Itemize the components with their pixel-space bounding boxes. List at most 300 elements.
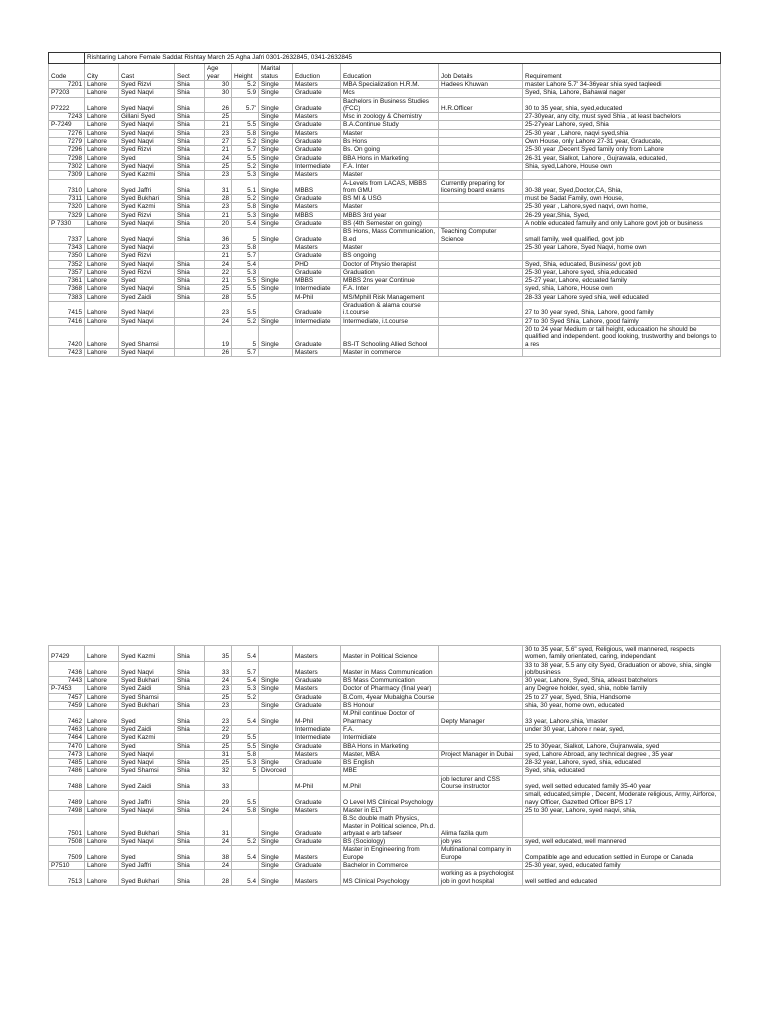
table-row — [49, 121, 721, 129]
table-cell: Masters — [293, 113, 341, 121]
table-cell: 22 — [205, 725, 232, 733]
table-cell: BS (4th Semester on going) — [341, 220, 439, 228]
table-cell: Single — [259, 220, 293, 228]
table-cell: Syed Naqvi — [119, 129, 175, 137]
table-row — [49, 767, 721, 775]
table-cell: 30 — [205, 89, 232, 97]
table-cell: M.Phil — [341, 775, 439, 791]
table-cell: 5.5 — [232, 154, 259, 162]
table-row — [49, 195, 721, 203]
table-cell — [259, 661, 293, 677]
table-cell: B.A.Continue Study — [341, 121, 439, 129]
table-cell: 7350 — [49, 252, 85, 260]
table-cell: Shia — [175, 791, 205, 807]
table-cell: 31 — [205, 179, 232, 195]
table-cell: Graduate — [293, 121, 341, 129]
sheet-title-row — [49, 53, 721, 64]
table-cell: Single — [259, 154, 293, 162]
table-cell: 5.4 — [232, 677, 259, 685]
table-cell: Single — [259, 846, 293, 862]
table-cell: 24 — [205, 838, 232, 846]
table-cell: Single — [259, 277, 293, 285]
table-cell: Masters — [293, 129, 341, 137]
table-cell: 25-30 year ,Decent Syed family only from Lahore — [523, 146, 721, 154]
table-row — [49, 750, 721, 758]
table-cell: P7429 — [49, 646, 85, 662]
table-cell: Syed Naqvi — [119, 348, 175, 356]
table-cell: Single — [259, 121, 293, 129]
table-cell: Syed — [119, 277, 175, 285]
table-cell: Graduate — [293, 677, 341, 685]
header-city: City — [85, 64, 119, 81]
table-cell: Shia — [175, 129, 205, 137]
table-cell: 5.8 — [232, 750, 259, 758]
table-cell: Syed Naqvi — [119, 759, 175, 767]
table-cell: Graduate — [293, 268, 341, 276]
table-cell: syed, Lahore Abroad, any technical degree , 35 year — [523, 750, 721, 758]
table-cell: 28 — [205, 293, 232, 301]
table-cell: 7357 — [49, 268, 85, 276]
table-cell: 5.4 — [232, 646, 259, 662]
table-cell: 33 — [205, 661, 232, 677]
table-row — [49, 146, 721, 154]
table-cell: B.Com, 4year Mubalgha Course — [341, 693, 439, 701]
table-cell: O Level MS Clinical Psychology — [341, 791, 439, 807]
table-cell: 22 — [205, 268, 232, 276]
header-row — [49, 64, 721, 81]
table-cell — [259, 268, 293, 276]
table-cell: 19 — [205, 325, 232, 348]
table-cell: 7473 — [49, 750, 85, 758]
table-cell: 7420 — [49, 325, 85, 348]
table-cell — [439, 277, 523, 285]
table-cell: 7470 — [49, 742, 85, 750]
table-cell: Lahore — [85, 154, 119, 162]
table-cell: 33 to 38 year, 5.5 any city Syed, Graduation or above, shia, single job/business — [523, 661, 721, 677]
table-cell: 5.7 — [232, 348, 259, 356]
table-cell — [259, 750, 293, 758]
table-cell: 33 — [205, 775, 232, 791]
table-cell: Own House, only Lahore 27-31 year, Graducate, — [523, 138, 721, 146]
table-cell: Single — [259, 702, 293, 710]
table-cell: BS Hons, Mass Communication, B.ed — [341, 228, 439, 244]
table-row — [49, 260, 721, 268]
table-cell — [439, 220, 523, 228]
table-cell: Lahore — [85, 693, 119, 701]
table-cell — [523, 815, 721, 838]
table-cell: 7320 — [49, 203, 85, 211]
table-cell: Shia — [175, 260, 205, 268]
table-cell — [439, 268, 523, 276]
table-row — [49, 81, 721, 89]
table-cell: F.A. — [341, 725, 439, 733]
table-cell: Graduate — [293, 302, 341, 318]
table-cell: 27 to 30 Syed Shia, Lahore, good faimly — [523, 317, 721, 325]
table-cell: Single — [259, 179, 293, 195]
table-cell: 23 — [205, 243, 232, 251]
table-cell: Shia — [175, 661, 205, 677]
table-cell: 21 — [205, 277, 232, 285]
table-cell: P 7330 — [49, 220, 85, 228]
table-cell: Masters — [293, 661, 341, 677]
table-cell: Graduate — [293, 195, 341, 203]
rishta-table-1 — [48, 52, 721, 357]
table-cell — [439, 203, 523, 211]
table-cell: Syed — [119, 710, 175, 726]
table-cell: Master — [341, 171, 439, 179]
table-cell: Syed Kazmi — [119, 646, 175, 662]
table-cell: 5.2 — [232, 81, 259, 89]
table-row — [49, 243, 721, 251]
table-cell: 7329 — [49, 211, 85, 219]
table-cell: 24 — [205, 806, 232, 814]
table-cell: P-7453 — [49, 685, 85, 693]
table-row — [49, 302, 721, 318]
table-cell — [439, 138, 523, 146]
table-row — [49, 317, 721, 325]
table-cell — [439, 862, 523, 870]
table-row — [49, 734, 721, 742]
table-cell: Lahore — [85, 113, 119, 121]
table-cell: well settled and educated — [523, 870, 721, 886]
sheet-title: Rishtaring Lahore Female Saddat Rishtay March 25 Agha Jafri 0301-2632845, 0341-2632845 — [85, 53, 721, 64]
table-cell: Syed Zaidi — [119, 775, 175, 791]
table-cell: Lahore — [85, 195, 119, 203]
table-cell: 7302 — [49, 162, 85, 170]
table-cell: Single — [259, 97, 293, 113]
table-cell: Shia — [175, 710, 205, 726]
table-cell: 7361 — [49, 277, 85, 285]
table-row — [49, 838, 721, 846]
table-cell: 24 — [205, 862, 232, 870]
table-cell: Single — [259, 81, 293, 89]
table-cell: Graduate — [293, 325, 341, 348]
table-cell — [293, 767, 341, 775]
table-cell: Shia — [175, 846, 205, 862]
table-cell: Lahore — [85, 179, 119, 195]
table-cell: Multinational company in Europe — [439, 846, 523, 862]
table-cell — [439, 348, 523, 356]
table-cell: Shia — [175, 742, 205, 750]
table-cell: Syed Naqvi — [119, 302, 175, 318]
table-cell: Syed Zaidi — [119, 293, 175, 301]
table-cell: Lahore — [85, 767, 119, 775]
table-cell: Lahore — [85, 348, 119, 356]
table-cell: Single — [259, 710, 293, 726]
table-cell — [439, 325, 523, 348]
table-cell: Teaching Computer Science — [439, 228, 523, 244]
table-cell: 7501 — [49, 815, 85, 838]
table-cell — [259, 252, 293, 260]
table-cell: Shia — [175, 646, 205, 662]
table-cell: Graduate — [293, 154, 341, 162]
table-cell: MBBS — [293, 179, 341, 195]
table-cell: 27 — [205, 138, 232, 146]
table-cell: Lahore — [85, 775, 119, 791]
table-cell: 21 — [205, 121, 232, 129]
table-cell: 5.7 — [232, 146, 259, 154]
table-cell: Graduate — [293, 702, 341, 710]
table-cell: 25 — [205, 693, 232, 701]
table-cell: 5.2 — [232, 195, 259, 203]
table-cell: 28 — [205, 870, 232, 886]
table-cell: Syed Rizvi — [119, 211, 175, 219]
table-row — [49, 293, 721, 301]
table-row — [49, 348, 721, 356]
table-cell: Single — [259, 742, 293, 750]
table-cell: Shia, syed,Lahore, House own — [523, 162, 721, 170]
table-cell: Single — [259, 89, 293, 97]
table-cell: 7488 — [49, 775, 85, 791]
table-cell: Single — [259, 838, 293, 846]
table-cell: Syed Rizvi — [119, 268, 175, 276]
table-cell: Lahore — [85, 677, 119, 685]
table-cell: Syed Naqvi — [119, 89, 175, 97]
table-cell: Shia — [175, 154, 205, 162]
table-cell: Syed Naqvi — [119, 162, 175, 170]
table-cell: Syed Bukhari — [119, 870, 175, 886]
table-cell — [259, 302, 293, 318]
table-cell: syed, shia, Lahore, House own — [523, 285, 721, 293]
table-cell: 7368 — [49, 285, 85, 293]
table-cell: 25-27year Lahore, syed, Shia — [523, 121, 721, 129]
table-cell: Syed Naqvi — [119, 806, 175, 814]
table-cell: 25 to 30 year, Lahore, syed naqvi, shia, — [523, 806, 721, 814]
table-cell: Syed, shia, educated — [523, 767, 721, 775]
table-cell — [175, 302, 205, 318]
table-cell: Hadees Khuwan — [439, 81, 523, 89]
table-cell: 30 to 35 year, 5.6" syed, Religious, well mannered, respects women, family orientated, caring, independant — [523, 646, 721, 662]
table-cell: Shia — [175, 759, 205, 767]
table-cell: Masters — [293, 81, 341, 89]
table-cell: Shia — [175, 870, 205, 886]
table-cell: Graduate — [293, 228, 341, 244]
table-cell: Single — [259, 325, 293, 348]
table-cell: Master in ELT — [341, 806, 439, 814]
table-cell: 30 to 35 year, shia, syed,educated — [523, 97, 721, 113]
table-cell: Syed Naqvi — [119, 121, 175, 129]
table-cell: 5.7 — [232, 661, 259, 677]
table-cell: Bachelor in Commerce — [341, 862, 439, 870]
table-cell: 5.7 — [232, 252, 259, 260]
table-cell: Lahore — [85, 252, 119, 260]
table-cell: 21 — [205, 252, 232, 260]
table-cell: Syed Jaffri — [119, 791, 175, 807]
table-cell: BS ongoing — [341, 252, 439, 260]
table-cell: Shia — [175, 179, 205, 195]
table-cell — [439, 791, 523, 807]
table-cell: BS (Sociology) — [341, 838, 439, 846]
table-cell: Syed Bukhari — [119, 677, 175, 685]
table-cell: 5.5 — [232, 277, 259, 285]
table-cell: Shia — [175, 121, 205, 129]
table-cell — [259, 293, 293, 301]
table-cell: Lahore — [85, 162, 119, 170]
table-cell: Lahore — [85, 806, 119, 814]
table-cell: Lahore — [85, 846, 119, 862]
table-cell: 7343 — [49, 243, 85, 251]
table-cell: MBBS — [293, 277, 341, 285]
table-cell: Shia — [175, 220, 205, 228]
table-cell: 5.3 — [232, 171, 259, 179]
table-cell: 25 — [205, 285, 232, 293]
header-height: Height — [232, 64, 259, 81]
table-cell: Bs Hons — [341, 138, 439, 146]
table-cell: F.A. Inter — [341, 162, 439, 170]
table-cell: BS-IT Schooling Allied School — [341, 325, 439, 348]
table-row — [49, 815, 721, 838]
table-cell — [439, 742, 523, 750]
table-cell: 7416 — [49, 317, 85, 325]
table-cell: Shia — [175, 81, 205, 89]
table-cell: 32 — [205, 767, 232, 775]
table-cell: 5.9 — [232, 89, 259, 97]
table-cell: 31 — [205, 750, 232, 758]
table-cell: MBE — [341, 767, 439, 775]
table-cell: Shia — [175, 775, 205, 791]
table-cell: shia, 30 year, home own, educated — [523, 702, 721, 710]
table-cell — [439, 252, 523, 260]
table-cell: Single — [259, 870, 293, 886]
table-cell: 5.4 — [232, 846, 259, 862]
table-row — [49, 677, 721, 685]
header-job: Job Details — [439, 64, 523, 81]
table-cell: Masters — [293, 171, 341, 179]
table-cell: 7485 — [49, 759, 85, 767]
table-cell: Masters — [293, 243, 341, 251]
table-cell: Shia — [175, 228, 205, 244]
table-row — [49, 685, 721, 693]
table-cell: MBBS 3rd year — [341, 211, 439, 219]
table-cell: M-Phil — [293, 293, 341, 301]
table-cell: Intermediate — [293, 162, 341, 170]
lower-sheet — [48, 645, 720, 886]
header-code: Code — [49, 64, 85, 81]
table-cell — [175, 252, 205, 260]
table-cell: Divorced — [259, 767, 293, 775]
table-cell: Shia — [175, 162, 205, 170]
table-cell: Lahore — [85, 121, 119, 129]
table-cell: 5.5 — [232, 285, 259, 293]
table-cell: Lahore — [85, 89, 119, 97]
table-cell: 7498 — [49, 806, 85, 814]
table-cell: 5.4 — [232, 870, 259, 886]
header-age: Age year — [205, 64, 232, 81]
table-cell: 7513 — [49, 870, 85, 886]
table-cell: Shia — [175, 677, 205, 685]
table-cell: 24 — [205, 677, 232, 685]
table-row — [49, 661, 721, 677]
table-cell — [439, 759, 523, 767]
table-cell: Intermediate, i.t.course — [341, 317, 439, 325]
table-cell: Lahore — [85, 293, 119, 301]
table-cell: Lahore — [85, 260, 119, 268]
table-cell: 29 — [205, 734, 232, 742]
table-cell — [439, 767, 523, 775]
table-cell: Lahore — [85, 791, 119, 807]
table-cell: A-Levels from LACAS, MBBS from GMU — [341, 179, 439, 195]
table-cell: Masters — [293, 203, 341, 211]
header-eduction: Eduction — [293, 64, 341, 81]
table-cell — [232, 775, 259, 791]
table-cell — [232, 815, 259, 838]
table-row — [49, 179, 721, 195]
table-cell: job yes — [439, 838, 523, 846]
table-row — [49, 325, 721, 348]
table-cell — [259, 243, 293, 251]
table-cell: Syed Rizvi — [119, 146, 175, 154]
table-cell: Lahore — [85, 750, 119, 758]
table-cell: 7309 — [49, 171, 85, 179]
table-cell: Single — [259, 759, 293, 767]
table-row — [49, 759, 721, 767]
table-cell: Lahore — [85, 815, 119, 838]
table-cell: 25 — [205, 162, 232, 170]
table-cell: Graduate — [293, 815, 341, 838]
table-cell — [259, 348, 293, 356]
table-row — [49, 97, 721, 113]
table-row — [49, 285, 721, 293]
table-row — [49, 710, 721, 726]
table-cell: Doctor of Pharmacy (final year) — [341, 685, 439, 693]
table-cell: Shia — [175, 702, 205, 710]
table-cell: 7243 — [49, 113, 85, 121]
table-cell: Lahore — [85, 870, 119, 886]
table-cell: Single — [259, 815, 293, 838]
table-cell: 27 to 30 year syed, Shia, Lahore, good family — [523, 302, 721, 318]
table-cell: 30-38 year, Syed,Doctor,CA, Shia, — [523, 179, 721, 195]
table-cell: Graduate — [293, 693, 341, 701]
table-cell: 5.3 — [232, 759, 259, 767]
table-row — [49, 725, 721, 733]
table-cell — [439, 260, 523, 268]
table-cell: working as a psychologist job in govt hospital — [439, 870, 523, 886]
table-cell: Graduation — [341, 268, 439, 276]
table-cell: Single — [259, 211, 293, 219]
table-cell: 29 — [205, 791, 232, 807]
table-cell: 38 — [205, 846, 232, 862]
table-cell — [439, 646, 523, 662]
table-cell: Syed Bukhari — [119, 702, 175, 710]
table-cell: 7464 — [49, 734, 85, 742]
table-cell: 26-29 year,Shia, Syed, — [523, 211, 721, 219]
table-cell: Shia — [175, 685, 205, 693]
table-cell: 7296 — [49, 146, 85, 154]
table-cell: Master in commerce — [341, 348, 439, 356]
table-cell: Masters — [293, 646, 341, 662]
table-cell: Graduate — [293, 759, 341, 767]
table-cell: 25 — [205, 759, 232, 767]
table-cell: Lahore — [85, 228, 119, 244]
table-cell: Shia — [175, 89, 205, 97]
table-cell: 5.3 — [232, 211, 259, 219]
table-cell: 7311 — [49, 195, 85, 203]
table-cell: 5.2 — [232, 317, 259, 325]
table-cell: 5.4 — [232, 260, 259, 268]
table-cell — [439, 243, 523, 251]
table-cell: Graduate — [293, 791, 341, 807]
table-cell — [439, 121, 523, 129]
table-cell: Graduate — [293, 138, 341, 146]
table-row — [49, 113, 721, 121]
table-row — [49, 268, 721, 276]
table-cell: must be Sadat Family, own House, — [523, 195, 721, 203]
table-cell — [523, 734, 721, 742]
table-cell: 7383 — [49, 293, 85, 301]
table-cell — [439, 89, 523, 97]
table-cell — [439, 211, 523, 219]
table-cell: Single — [259, 146, 293, 154]
